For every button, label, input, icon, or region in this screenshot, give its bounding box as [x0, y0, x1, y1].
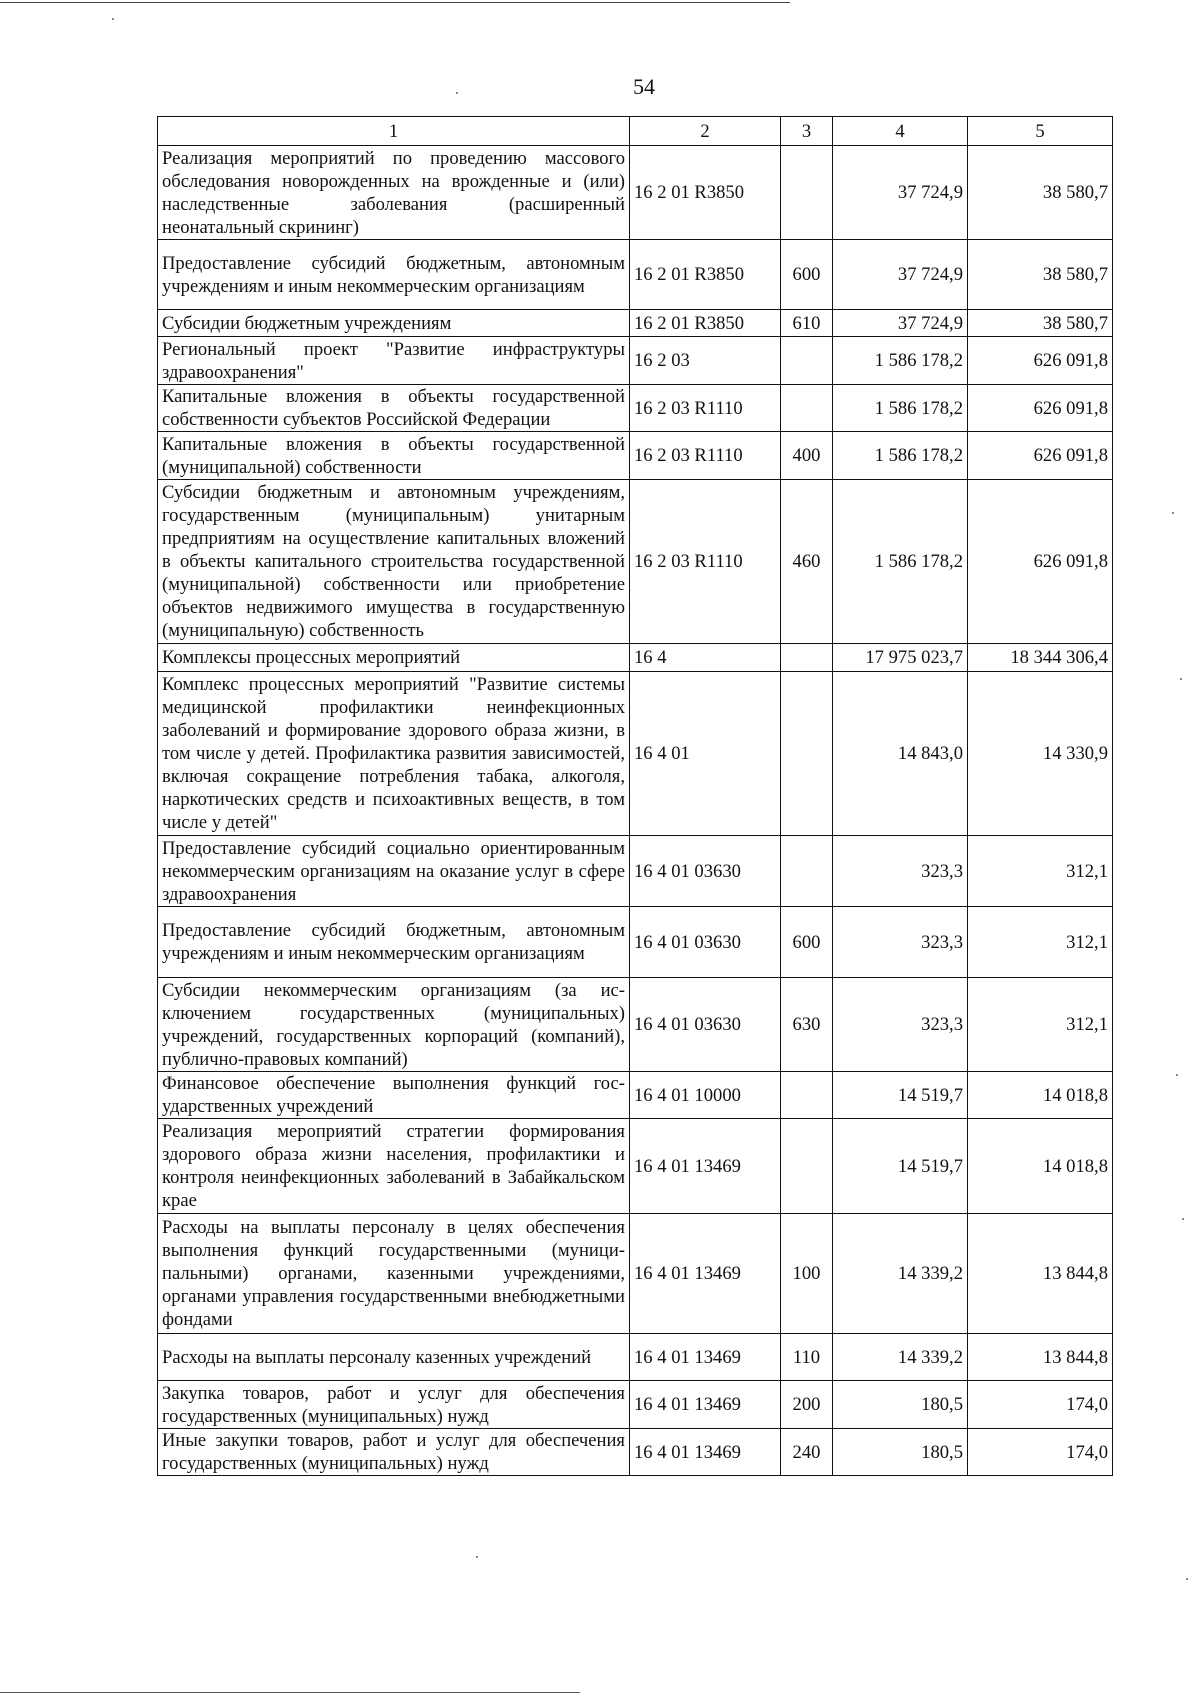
row-expense-type-cell: 400 [781, 432, 833, 480]
row-name-cell: Расходы на выплаты персоналу в целях обеспечения выполнения функций государственными (муниципальными) органами, казенными учреждениями, органами управления государственными внебюджетными фондами [158, 1214, 630, 1334]
row-value-1-cell: 1 586 178,2 [833, 432, 968, 480]
table-row [158, 1214, 1113, 1334]
column-header-code: 2 [630, 117, 781, 146]
column-header-name: 1 [158, 117, 630, 146]
row-value-1-cell: 323,3 [833, 836, 968, 907]
row-value-1-cell: 37 724,9 [833, 240, 968, 310]
row-value-1-cell: 180,5 [833, 1381, 968, 1429]
row-code-cell: 16 4 01 13469 [630, 1334, 781, 1381]
row-name-cell: Субсидии бюджетным учреждениям [158, 310, 630, 337]
row-value-2-cell: 626 091,8 [968, 480, 1113, 644]
row-value-1-cell: 14 519,7 [833, 1119, 968, 1214]
table-row [158, 240, 1113, 310]
row-value-2-cell: 13 844,8 [968, 1214, 1113, 1334]
column-header-type: 3 [781, 117, 833, 146]
row-value-1-cell: 14 843,0 [833, 672, 968, 836]
row-name-cell: Субсидии бюджетным и автономным учреждениям, государственным (муниципальным) унитарным предприятиям на осуществление капитальных вложений в объекты капитального строительства государственной (муниципальной) собственности или приобретение объектов недвижимого имущества в государственную (муниципальную) собственность [158, 480, 630, 644]
row-value-2-cell: 38 580,7 [968, 310, 1113, 337]
table-row [158, 1072, 1113, 1119]
row-expense-type-cell: 100 [781, 1214, 833, 1334]
row-value-2-cell: 13 844,8 [968, 1334, 1113, 1381]
row-name-cell: Капитальные вложения в объекты государственной (муниципальной) собственности [158, 432, 630, 480]
row-name-cell: Предоставление субсидий бюджетным, автономным учреждениям и иным некоммерческим организациям [158, 907, 630, 978]
row-expense-type-cell: 240 [781, 1429, 833, 1476]
row-value-2-cell: 14 018,8 [968, 1119, 1113, 1214]
row-value-2-cell: 174,0 [968, 1381, 1113, 1429]
row-expense-type-cell: 610 [781, 310, 833, 337]
row-value-1-cell: 17 975 023,7 [833, 644, 968, 672]
row-value-2-cell: 18 344 306,4 [968, 644, 1113, 672]
table-header-row [158, 117, 1113, 146]
table-row [158, 1381, 1113, 1429]
row-code-cell: 16 2 01 R3850 [630, 146, 781, 240]
column-header-value-2: 5 [968, 117, 1113, 146]
table-row [158, 1119, 1113, 1214]
row-expense-type-cell [781, 644, 833, 672]
row-expense-type-cell [781, 1119, 833, 1214]
row-expense-type-cell [781, 672, 833, 836]
row-expense-type-cell [781, 385, 833, 432]
table-row [158, 1429, 1113, 1476]
row-value-1-cell: 14 339,2 [833, 1214, 968, 1334]
row-expense-type-cell: 600 [781, 240, 833, 310]
table-row [158, 672, 1113, 836]
row-code-cell: 16 4 01 13469 [630, 1119, 781, 1214]
row-value-2-cell: 626 091,8 [968, 337, 1113, 385]
row-code-cell: 16 4 01 13469 [630, 1429, 781, 1476]
page-number: 54 [633, 74, 655, 99]
row-value-2-cell: 14 018,8 [968, 1072, 1113, 1119]
budget-table-body [158, 117, 1113, 1476]
row-expense-type-cell: 600 [781, 907, 833, 978]
row-value-2-cell: 14 330,9 [968, 672, 1113, 836]
row-value-1-cell: 37 724,9 [833, 310, 968, 337]
scan-speck [1172, 512, 1174, 514]
row-name-cell: Иные закупки товаров, работ и услуг для обеспечения государственных (муниципальных) нужд [158, 1429, 630, 1476]
row-expense-type-cell [781, 1072, 833, 1119]
row-code-cell: 16 2 03 R1110 [630, 385, 781, 432]
row-code-cell: 16 2 03 [630, 337, 781, 385]
scan-speck [1180, 678, 1182, 680]
row-code-cell: 16 4 01 10000 [630, 1072, 781, 1119]
row-name-cell: Финансовое обеспечение выполнения функций государственных учреждений [158, 1072, 630, 1119]
scan-top-edge-line [0, 2, 790, 3]
row-code-cell: 16 2 01 R3850 [630, 240, 781, 310]
row-name-cell: Субсидии некоммерческим организациям (за исключением государственных (муниципальных) учреждений, государственных корпораций (компаний), публично-правовых компаний) [158, 978, 630, 1072]
table-row [158, 644, 1113, 672]
row-value-1-cell: 1 586 178,2 [833, 385, 968, 432]
table-row [158, 480, 1113, 644]
row-value-1-cell: 37 724,9 [833, 146, 968, 240]
row-expense-type-cell [781, 836, 833, 907]
row-value-2-cell: 312,1 [968, 907, 1113, 978]
budget-table [157, 116, 1113, 1476]
row-expense-type-cell: 460 [781, 480, 833, 644]
row-name-cell: Реализация мероприятий по проведению массового обследования новорожденных на врожденные и (или) наследственные заболевания (расширенный неонатальный скрининг) [158, 146, 630, 240]
row-value-1-cell: 323,3 [833, 907, 968, 978]
row-code-cell: 16 2 03 R1110 [630, 480, 781, 644]
row-value-2-cell: 38 580,7 [968, 146, 1113, 240]
scan-speck [112, 18, 114, 20]
row-name-cell: Комплекс процессных мероприятий "Развитие системы медицинской профилактики неинфекционных заболеваний и формирование здорового образа жизни, в том числе у детей. Профилактика развития зависимостей, включая сокращение потребления табака, алкоголя, наркотических средств и психоактивных веществ, в том числе у детей" [158, 672, 630, 836]
table-row [158, 907, 1113, 978]
row-name-cell: Реализация мероприятий стратегии формирования здорового образа жизни населения, профилактики и контроля неинфекционных заболеваний в Забайкальском крае [158, 1119, 630, 1214]
row-value-2-cell: 38 580,7 [968, 240, 1113, 310]
row-expense-type-cell: 630 [781, 978, 833, 1072]
column-header-value-1: 4 [833, 117, 968, 146]
scan-bottom-edge-line [0, 1692, 580, 1693]
row-value-1-cell: 180,5 [833, 1429, 968, 1476]
row-code-cell: 16 4 01 [630, 672, 781, 836]
row-code-cell: 16 2 03 R1110 [630, 432, 781, 480]
row-name-cell: Закупка товаров, работ и услуг для обеспечения государственных (муниципальных) нужд [158, 1381, 630, 1429]
scan-speck [1182, 1218, 1184, 1220]
scan-speck [476, 1556, 478, 1558]
table-row [158, 310, 1113, 337]
row-value-2-cell: 626 091,8 [968, 432, 1113, 480]
row-name-cell: Капитальные вложения в объекты государственной собственности субъектов Российской Федерации [158, 385, 630, 432]
row-code-cell: 16 4 01 03630 [630, 907, 781, 978]
row-value-2-cell: 626 091,8 [968, 385, 1113, 432]
row-value-1-cell: 323,3 [833, 978, 968, 1072]
row-code-cell: 16 4 01 13469 [630, 1214, 781, 1334]
table-row [158, 1334, 1113, 1381]
row-expense-type-cell [781, 337, 833, 385]
row-expense-type-cell: 110 [781, 1334, 833, 1381]
row-value-1-cell: 1 586 178,2 [833, 480, 968, 644]
row-expense-type-cell [781, 146, 833, 240]
row-name-cell: Предоставление субсидий социально ориентированным некоммерческим организациям на оказание услуг в сфере здравоохранения [158, 836, 630, 907]
row-value-2-cell: 312,1 [968, 836, 1113, 907]
row-name-cell: Комплексы процессных мероприятий [158, 644, 630, 672]
row-code-cell: 16 4 01 03630 [630, 978, 781, 1072]
scan-speck [1176, 1074, 1178, 1076]
row-value-1-cell: 14 339,2 [833, 1334, 968, 1381]
table-row [158, 978, 1113, 1072]
row-value-1-cell: 1 586 178,2 [833, 337, 968, 385]
row-name-cell: Предоставление субсидий бюджетным, автономным учреждениям и иным некоммерческим организациям [158, 240, 630, 310]
row-value-2-cell: 174,0 [968, 1429, 1113, 1476]
row-name-cell: Региональный проект "Развитие инфраструктуры здравоохранения" [158, 337, 630, 385]
row-name-cell: Расходы на выплаты персоналу казенных учреждений [158, 1334, 630, 1381]
row-code-cell: 16 4 01 03630 [630, 836, 781, 907]
row-value-2-cell: 312,1 [968, 978, 1113, 1072]
table-row [158, 337, 1113, 385]
row-code-cell: 16 2 01 R3850 [630, 310, 781, 337]
table-row [158, 836, 1113, 907]
table-row [158, 385, 1113, 432]
row-code-cell: 16 4 [630, 644, 781, 672]
row-value-1-cell: 14 519,7 [833, 1072, 968, 1119]
table-row [158, 146, 1113, 240]
table-row [158, 432, 1113, 480]
row-expense-type-cell: 200 [781, 1381, 833, 1429]
row-code-cell: 16 4 01 13469 [630, 1381, 781, 1429]
scan-speck [456, 92, 458, 94]
scan-speck [1186, 1578, 1188, 1580]
